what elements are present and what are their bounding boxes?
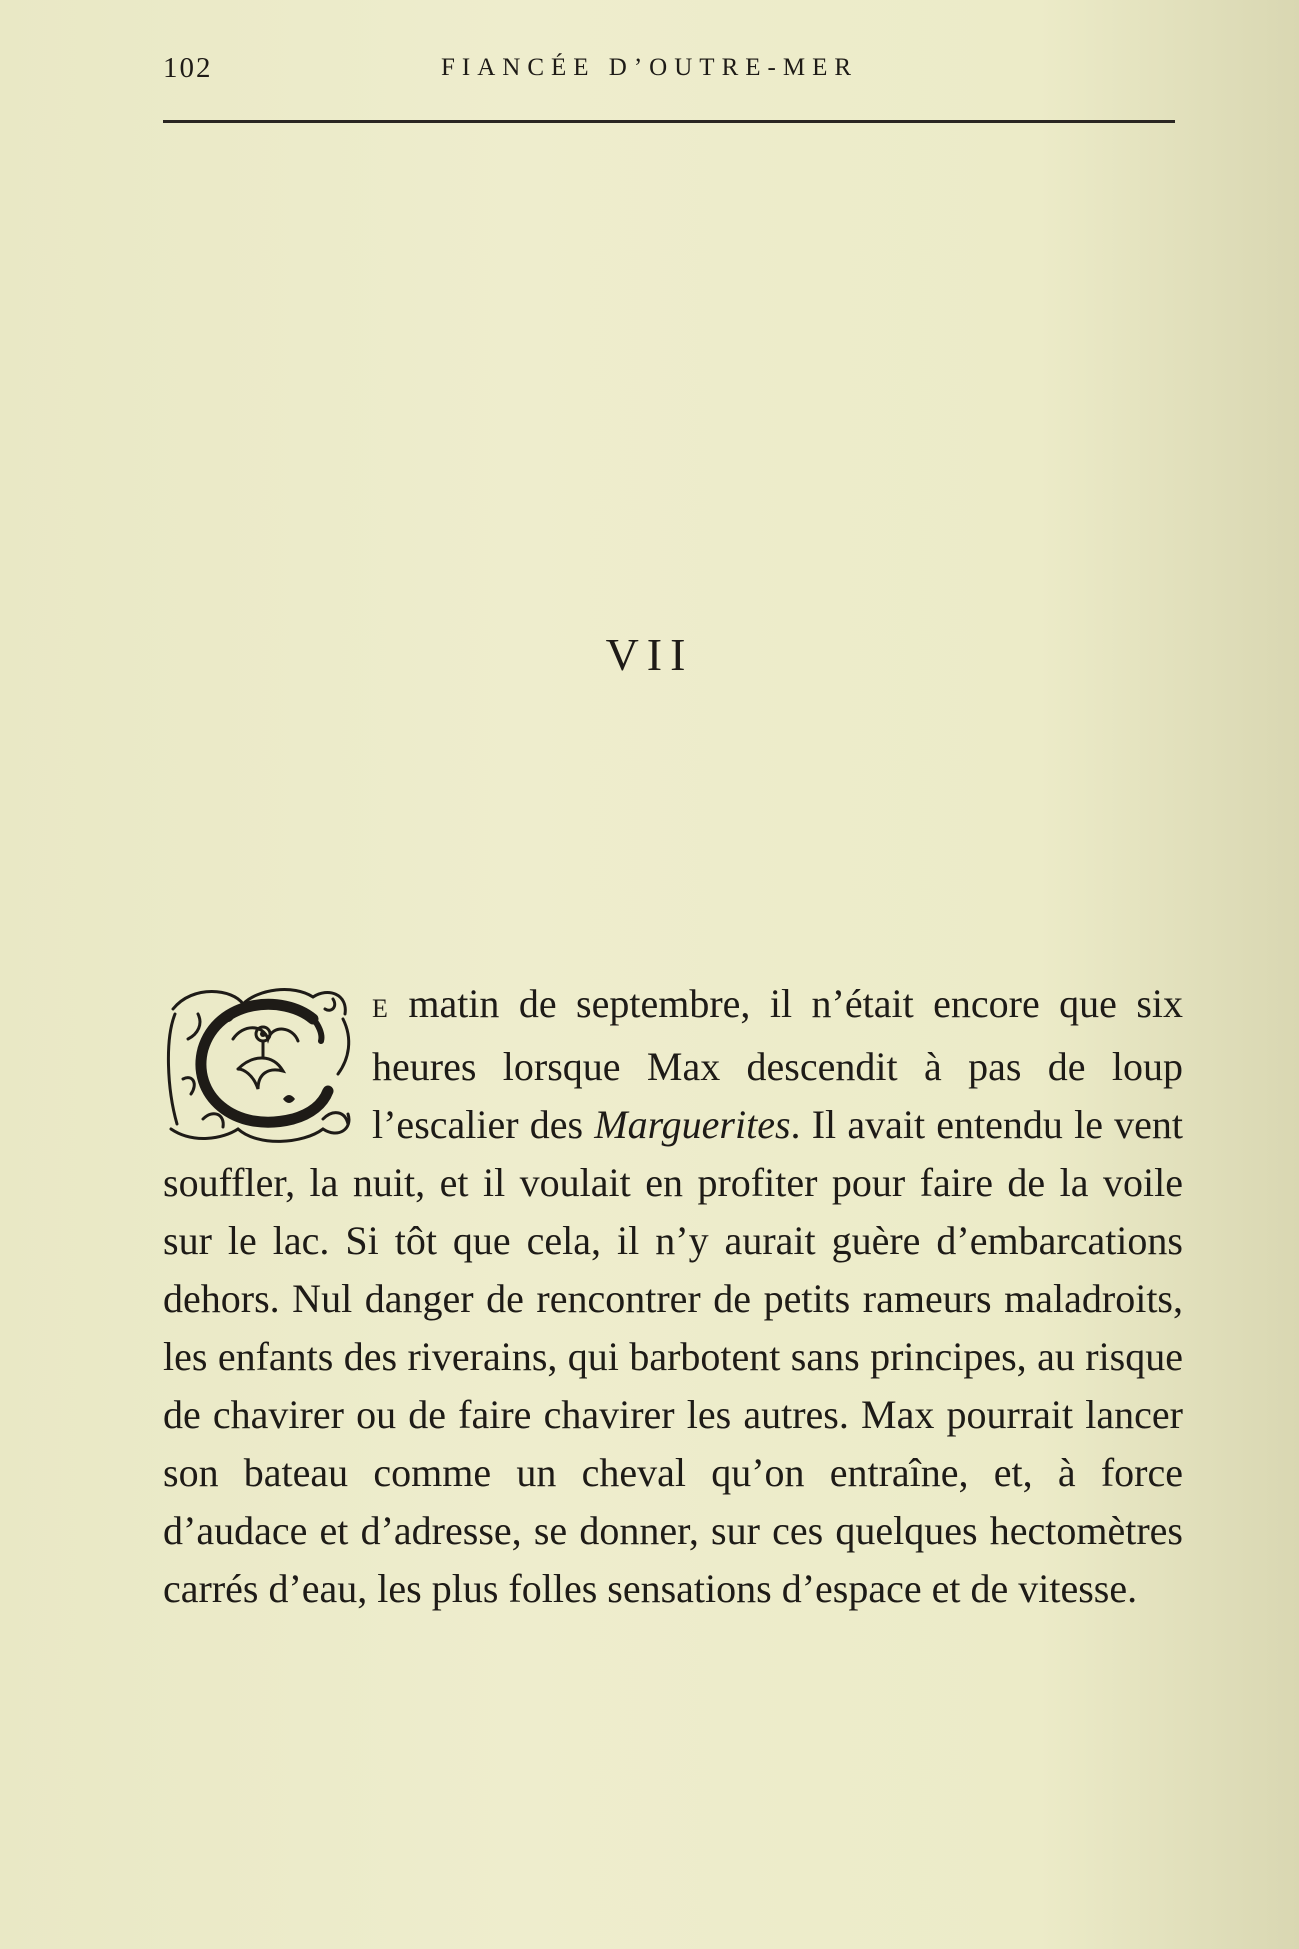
text-segment-1: matin de septembre, il n’était encore que six heures lorsque Max descendit à pas de loup l’escalier des (372, 981, 1183, 1147)
italic-house-name: Marguerites (594, 1102, 791, 1147)
page-header (163, 44, 1175, 94)
initial-rest-letter: E (372, 994, 389, 1023)
header-rule (163, 120, 1175, 123)
page-number: 102 (163, 52, 213, 84)
running-title: FIANCÉE D’OUTRE-MER (441, 54, 859, 81)
chapter-heading: VII (605, 629, 694, 680)
ornamental-initial-c-icon (163, 979, 358, 1147)
body-paragraph (163, 975, 1183, 1618)
text-segment-2: . Il avait entendu le vent souffler, la nuit, et il voulait en profiter pour faire de la voile sur le lac. Si tôt que cela, il n’y aurait guère d’embarcations dehors. Nul danger de rencontrer de petits rameurs maladroits, les enfants des riverains, qui barbotent sans principes, au risque de chavirer ou de faire chavirer les autres. Max pourrait lancer son bateau comme un cheval qu’on entraîne, et, à force d’audace et d’adresse, se donner, sur ces quelques hectomètres carrés d’eau, les plus folles sensations d’espace et de vitesse. (163, 1102, 1183, 1611)
